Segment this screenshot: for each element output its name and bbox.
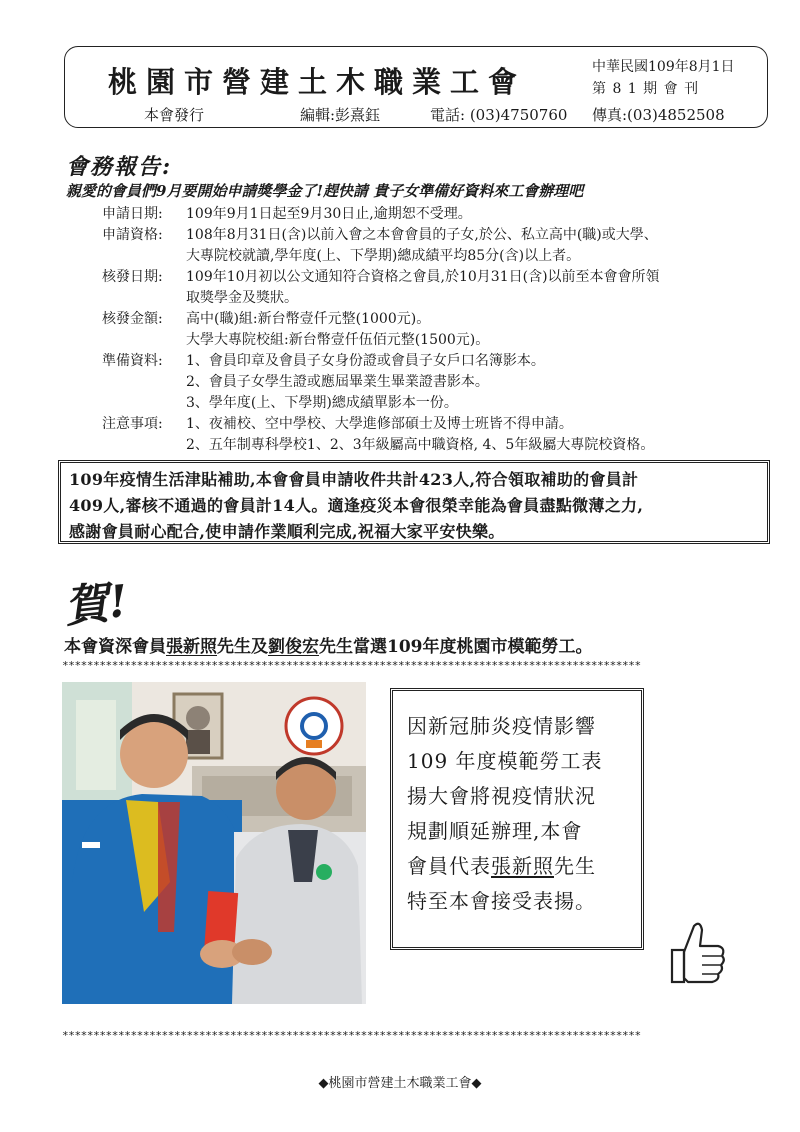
callout-box [390,688,644,950]
section-heading: 會務報告: [66,154,173,180]
star-divider-bottom: ********************************************************************************************* [62,1030,641,1042]
award-photo [62,682,366,1004]
row-label-apply-date: 申請日期: [102,206,163,222]
issue-date: 中華民國109年8月1日 [592,59,735,75]
callout-line-5-suffix: 先生 [554,854,596,878]
row-label-documents: 準備資料: [102,353,163,369]
row-text-documents-3: 3、學年度(上、下學期)總成績單影本一份。 [186,395,458,411]
row-label-notes: 注意事項: [102,416,163,432]
congrats-mid: 先生及 [217,637,268,657]
row-text-eligibility-1: 108年8月31日(含)以前入會之本會會員的子女,於公、私立高中(職)或大學、 [186,227,658,243]
row-text-amount-1: 高中(職)組:新台幣壹仟元整(1000元)。 [186,311,431,327]
callout-awardee-name: 張新照 [491,854,554,878]
congrats-prefix: 本會資深會員 [64,637,166,657]
callout-line-6: 特至本會接受表揚。 [407,889,596,913]
editor-label: 編輯:彭熹鈺 [300,106,381,124]
row-text-apply-date: 109年9月1日起至9月30日止,逾期恕不受理。 [186,206,472,222]
row-text-eligibility-2: 大專院校就讀,學年度(上、下學期)總成績平均85分(含)以上者。 [186,248,581,264]
masthead-title: 桃園市營建土木職業工會 [108,65,527,99]
callout-line-5-prefix: 會員代表 [407,854,491,878]
subsidy-notice [58,460,770,544]
issue-number: 第 8 1 期 會 刊 [592,81,700,97]
row-text-documents-1: 1、會員印章及會員子女身份證或會員子女戶口名簿影本。 [186,353,545,369]
congrats-suffix: 先生當選109年度桃園市模範勞工。 [319,637,593,657]
congrats-mark: 賀! [61,575,131,634]
row-label-eligibility: 申請資格: [102,227,163,243]
callout-line-3: 揚大會將視疫情狀況 [407,784,596,808]
phone-number: 電話: (03)4750760 [430,106,568,124]
congrats-announcement [64,632,593,657]
row-text-issue-date-1: 109年10月初以公文通知符合資格之會員,於10月31日(含)以前至本會會所領 [186,269,660,285]
star-divider-top: ********************************************************************************************* [62,660,641,672]
row-text-notes-2: 2、五年制專科學校1、2、3年級屬高中職資格, 4、5年級屬大專院校資格。 [186,437,655,453]
row-label-amount: 核發金額: [102,311,163,327]
row-text-issue-date-2: 取獎學金及獎狀。 [186,290,298,306]
row-text-documents-2: 2、會員子女學生證或應屆畢業生畢業證書影本。 [186,374,489,390]
notice-line-3: 感謝會員耐心配合,使申請作業順利完成,祝福大家平安快樂。 [69,522,505,541]
callout-line-4: 規劃順延辦理,本會 [407,819,583,843]
callout-line-1: 因新冠肺炎疫情影響 [407,714,596,738]
callout-line-2: 109 年度模範勞工表 [407,749,603,773]
row-label-issue-date: 核發日期: [102,269,163,285]
awardee-name-1: 張新照 [166,637,217,657]
row-text-amount-2: 大學大專院校組:新台幣壹仟伍佰元整(1500元)。 [186,332,490,348]
notice-line-1: 109年疫情生活津貼補助,本會會員申請收件共計423人,符合領取補助的會員計 [69,470,639,489]
publisher-label: 本會發行 [144,106,205,124]
notice-line-2: 409人,審核不通過的會員計14人。適逢疫災本會很榮幸能為會員盡點微薄之力, [69,496,644,515]
callout-line-5 [407,849,631,884]
thumbs-up-icon [666,918,730,990]
footer-label: ◆桃園市營建土木職業工會◆ [318,1076,482,1091]
scholarship-headline: 親愛的會員們9月要開始申請獎學金了!趕快請 貴子女準備好資料來工會辦理吧 [66,182,584,200]
row-text-notes-1: 1、夜補校、空中學校、大學進修部碩士及博士班皆不得申請。 [186,416,573,432]
awardee-name-2: 劉俊宏 [268,637,319,657]
fax-number: 傳真:(03)4852508 [592,106,725,124]
